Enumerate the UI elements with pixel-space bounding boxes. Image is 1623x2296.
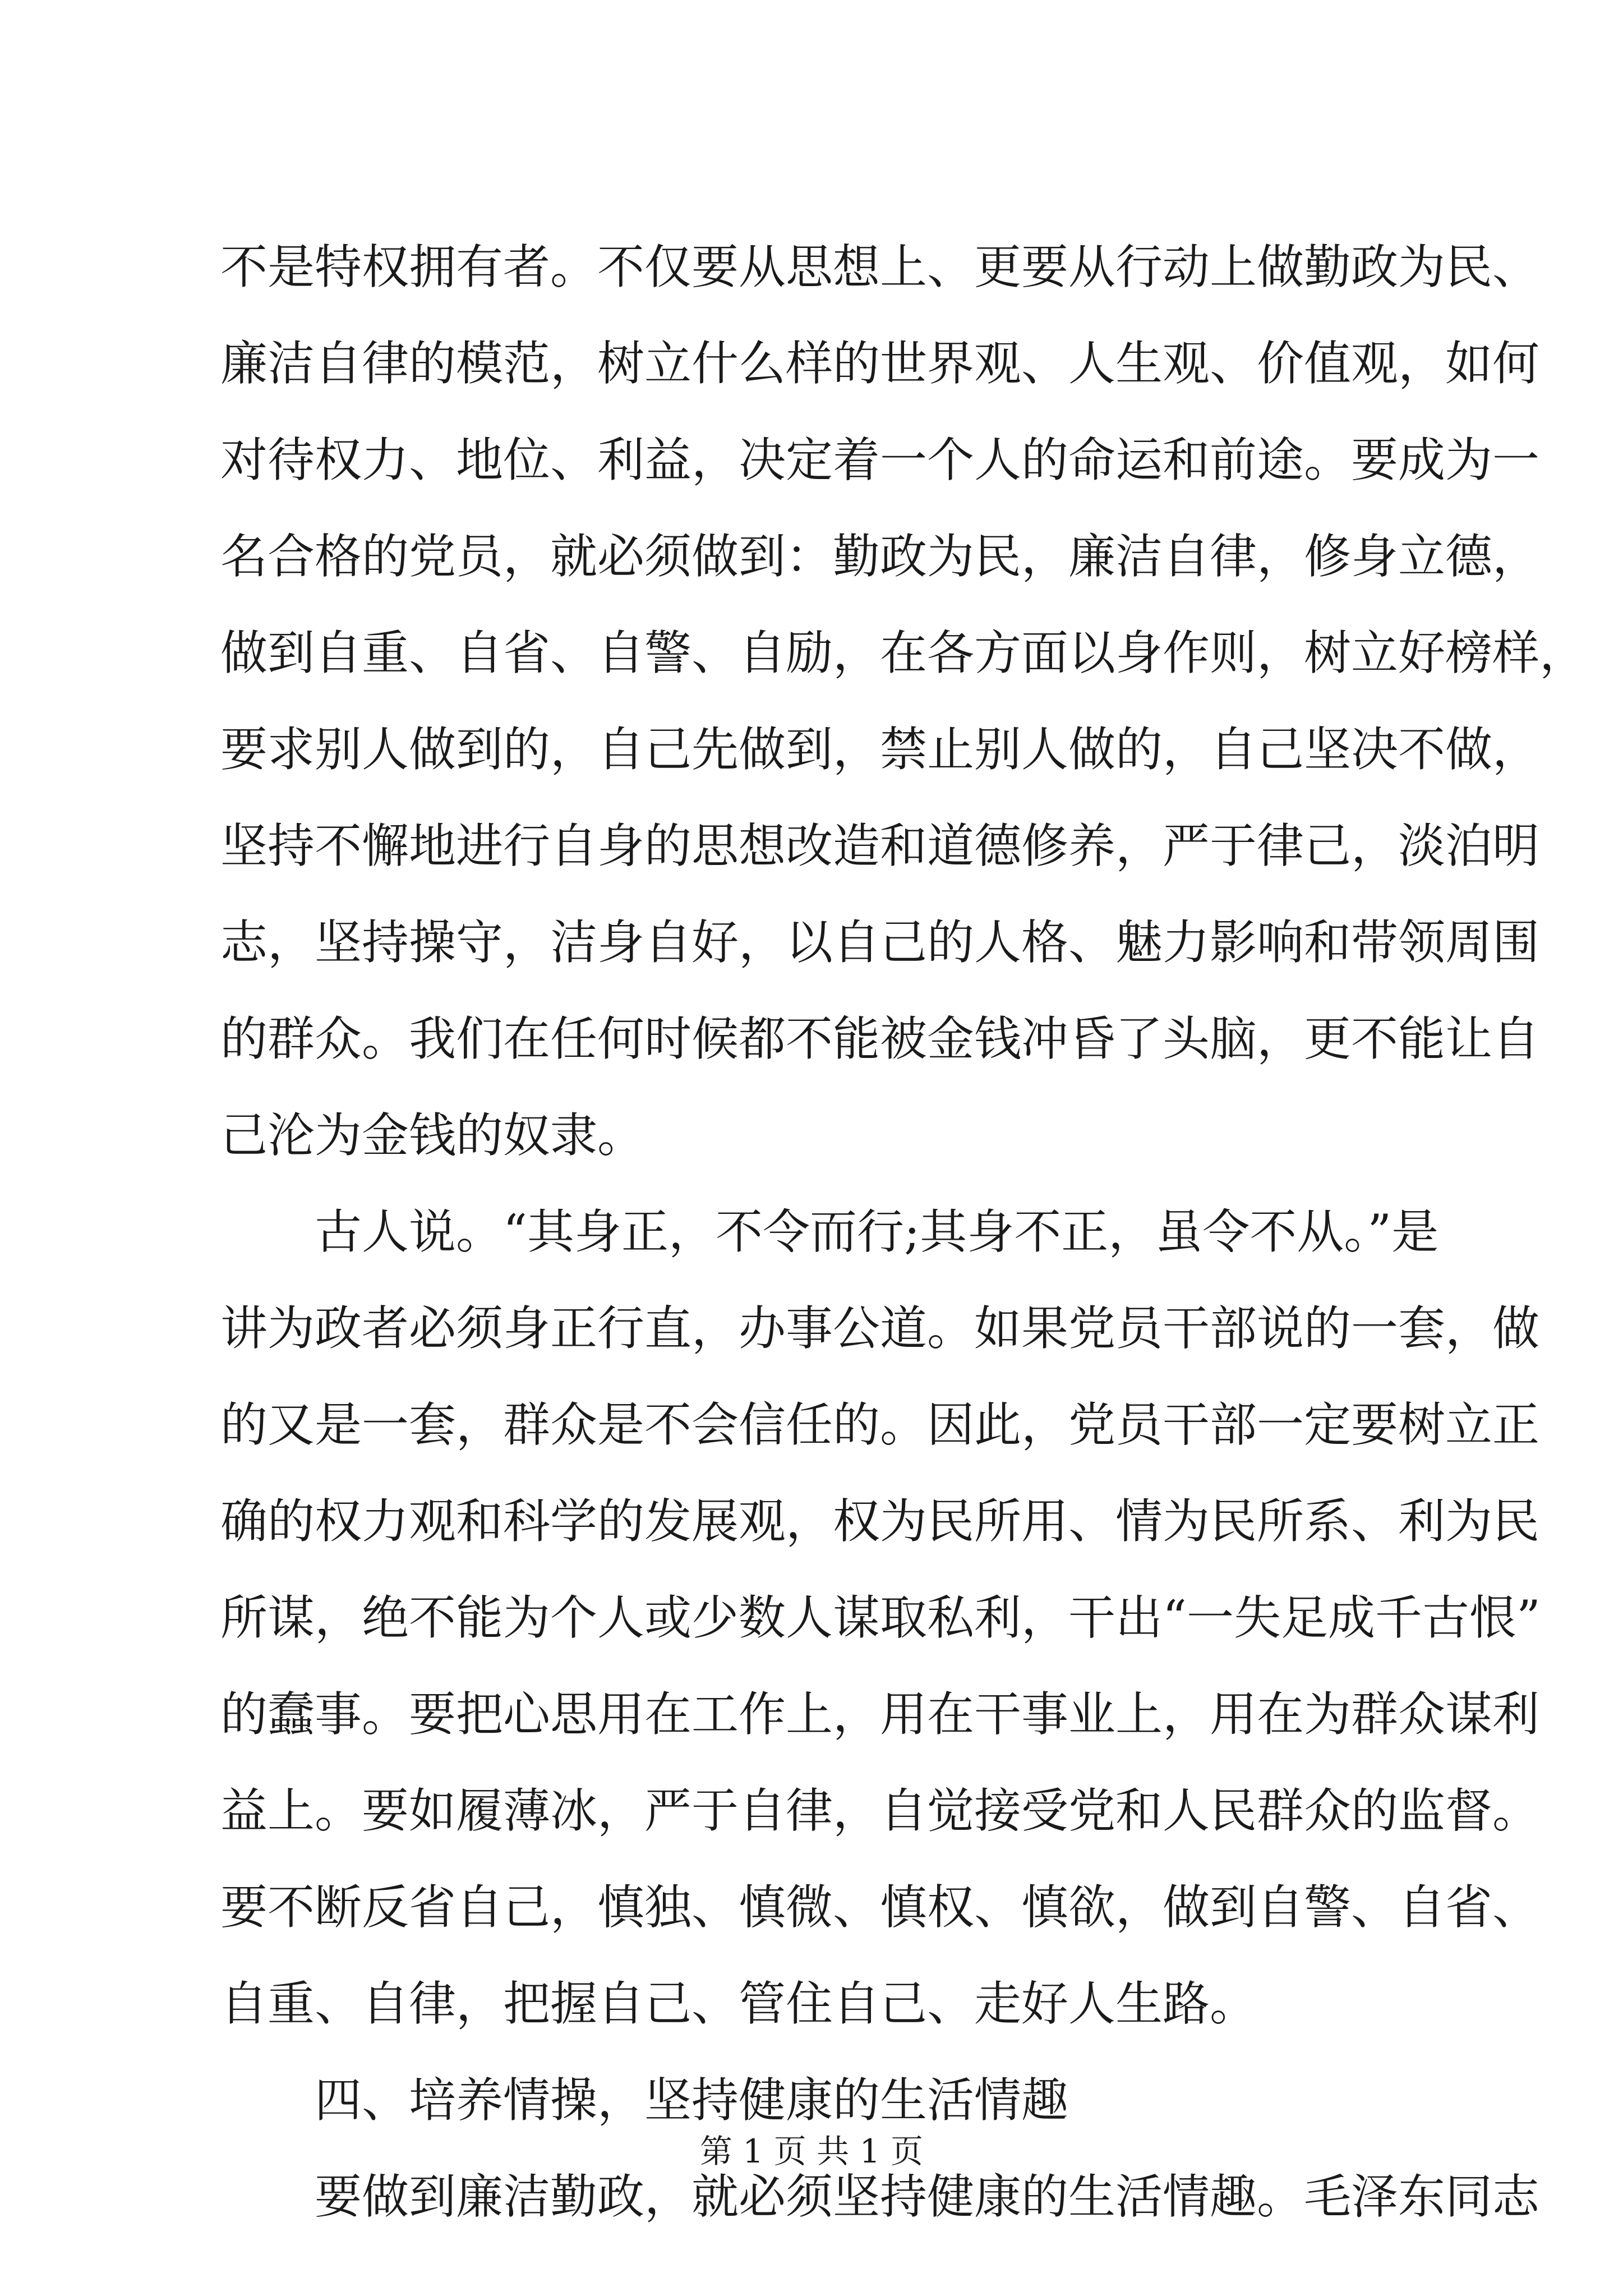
text-line: 名合格的党员，就必须做到：勤政为民，廉洁自律，修身立德，	[220, 529, 1540, 584]
document-body	[220, 219, 1587, 2245]
text-line: 确的权力观和科学的发展观，权为民所用、情为民所系、利为民	[220, 1494, 1540, 1549]
text-line: 古人说。“其身正，不令而行;其身不正，虽令不从。”是	[315, 1204, 1439, 1259]
text-line: 益上。要如履薄冰，严于自律，自觉接受党和人民群众的监督。	[220, 1783, 1540, 1838]
text-line: 的群众。我们在任何时候都不能被金钱冲昏了头脑，更不能让自	[220, 1011, 1540, 1066]
text-line: 的又是一套，群众是不会信任的。因此，党员干部一定要树立正	[220, 1397, 1540, 1452]
text-line: 自重、自律，把握自己、管住自己、走好人生路。	[220, 1976, 1257, 2031]
text-line: 志，坚持操守，洁身自好，以自己的人格、魅力影响和带领周围	[220, 915, 1540, 970]
text-line: 要求别人做到的，自己先做到，禁止别人做的，自己坚决不做，	[220, 722, 1540, 777]
text-line: 所谋，绝不能为个人或少数人谋取私利，干出“一失足成千古恨”	[220, 1590, 1541, 1645]
text-line: 讲为政者必须身正行直，办事公道。如果党员干部说的一套，做	[220, 1301, 1540, 1356]
page-footer: 第 1 页 共 1 页	[700, 2132, 923, 2170]
text-line: 廉洁自律的模范，树立什么样的世界观、人生观、价值观，如何	[220, 336, 1540, 391]
text-line: 对待权力、地位、利益，决定着一个人的命运和前途。要成为一	[220, 432, 1540, 487]
text-line: 要不断反省自己，慎独、慎微、慎权、慎欲，做到自警、自省、	[220, 1880, 1540, 1935]
text-line: 做到自重、自省、自警、自励，在各方面以身作则，树立好榜样，	[220, 625, 1587, 680]
text-line: 的蠢事。要把心思用在工作上，用在干事业上，用在为群众谋利	[220, 1687, 1540, 1742]
text-line: 坚持不懈地进行自身的思想改造和道德修养，严于律己，淡泊明	[220, 818, 1540, 873]
text-line: 要做到廉洁勤政，就必须坚持健康的生活情趣。毛泽东同志	[315, 2169, 1540, 2224]
text-line: 己沦为金钱的奴隶。	[220, 1108, 645, 1163]
section-heading: 四、培养情操，坚持健康的生活情趣	[315, 2073, 1069, 2128]
text-line: 不是特权拥有者。不仅要从思想上、更要从行动上做勤政为民、	[220, 240, 1540, 295]
